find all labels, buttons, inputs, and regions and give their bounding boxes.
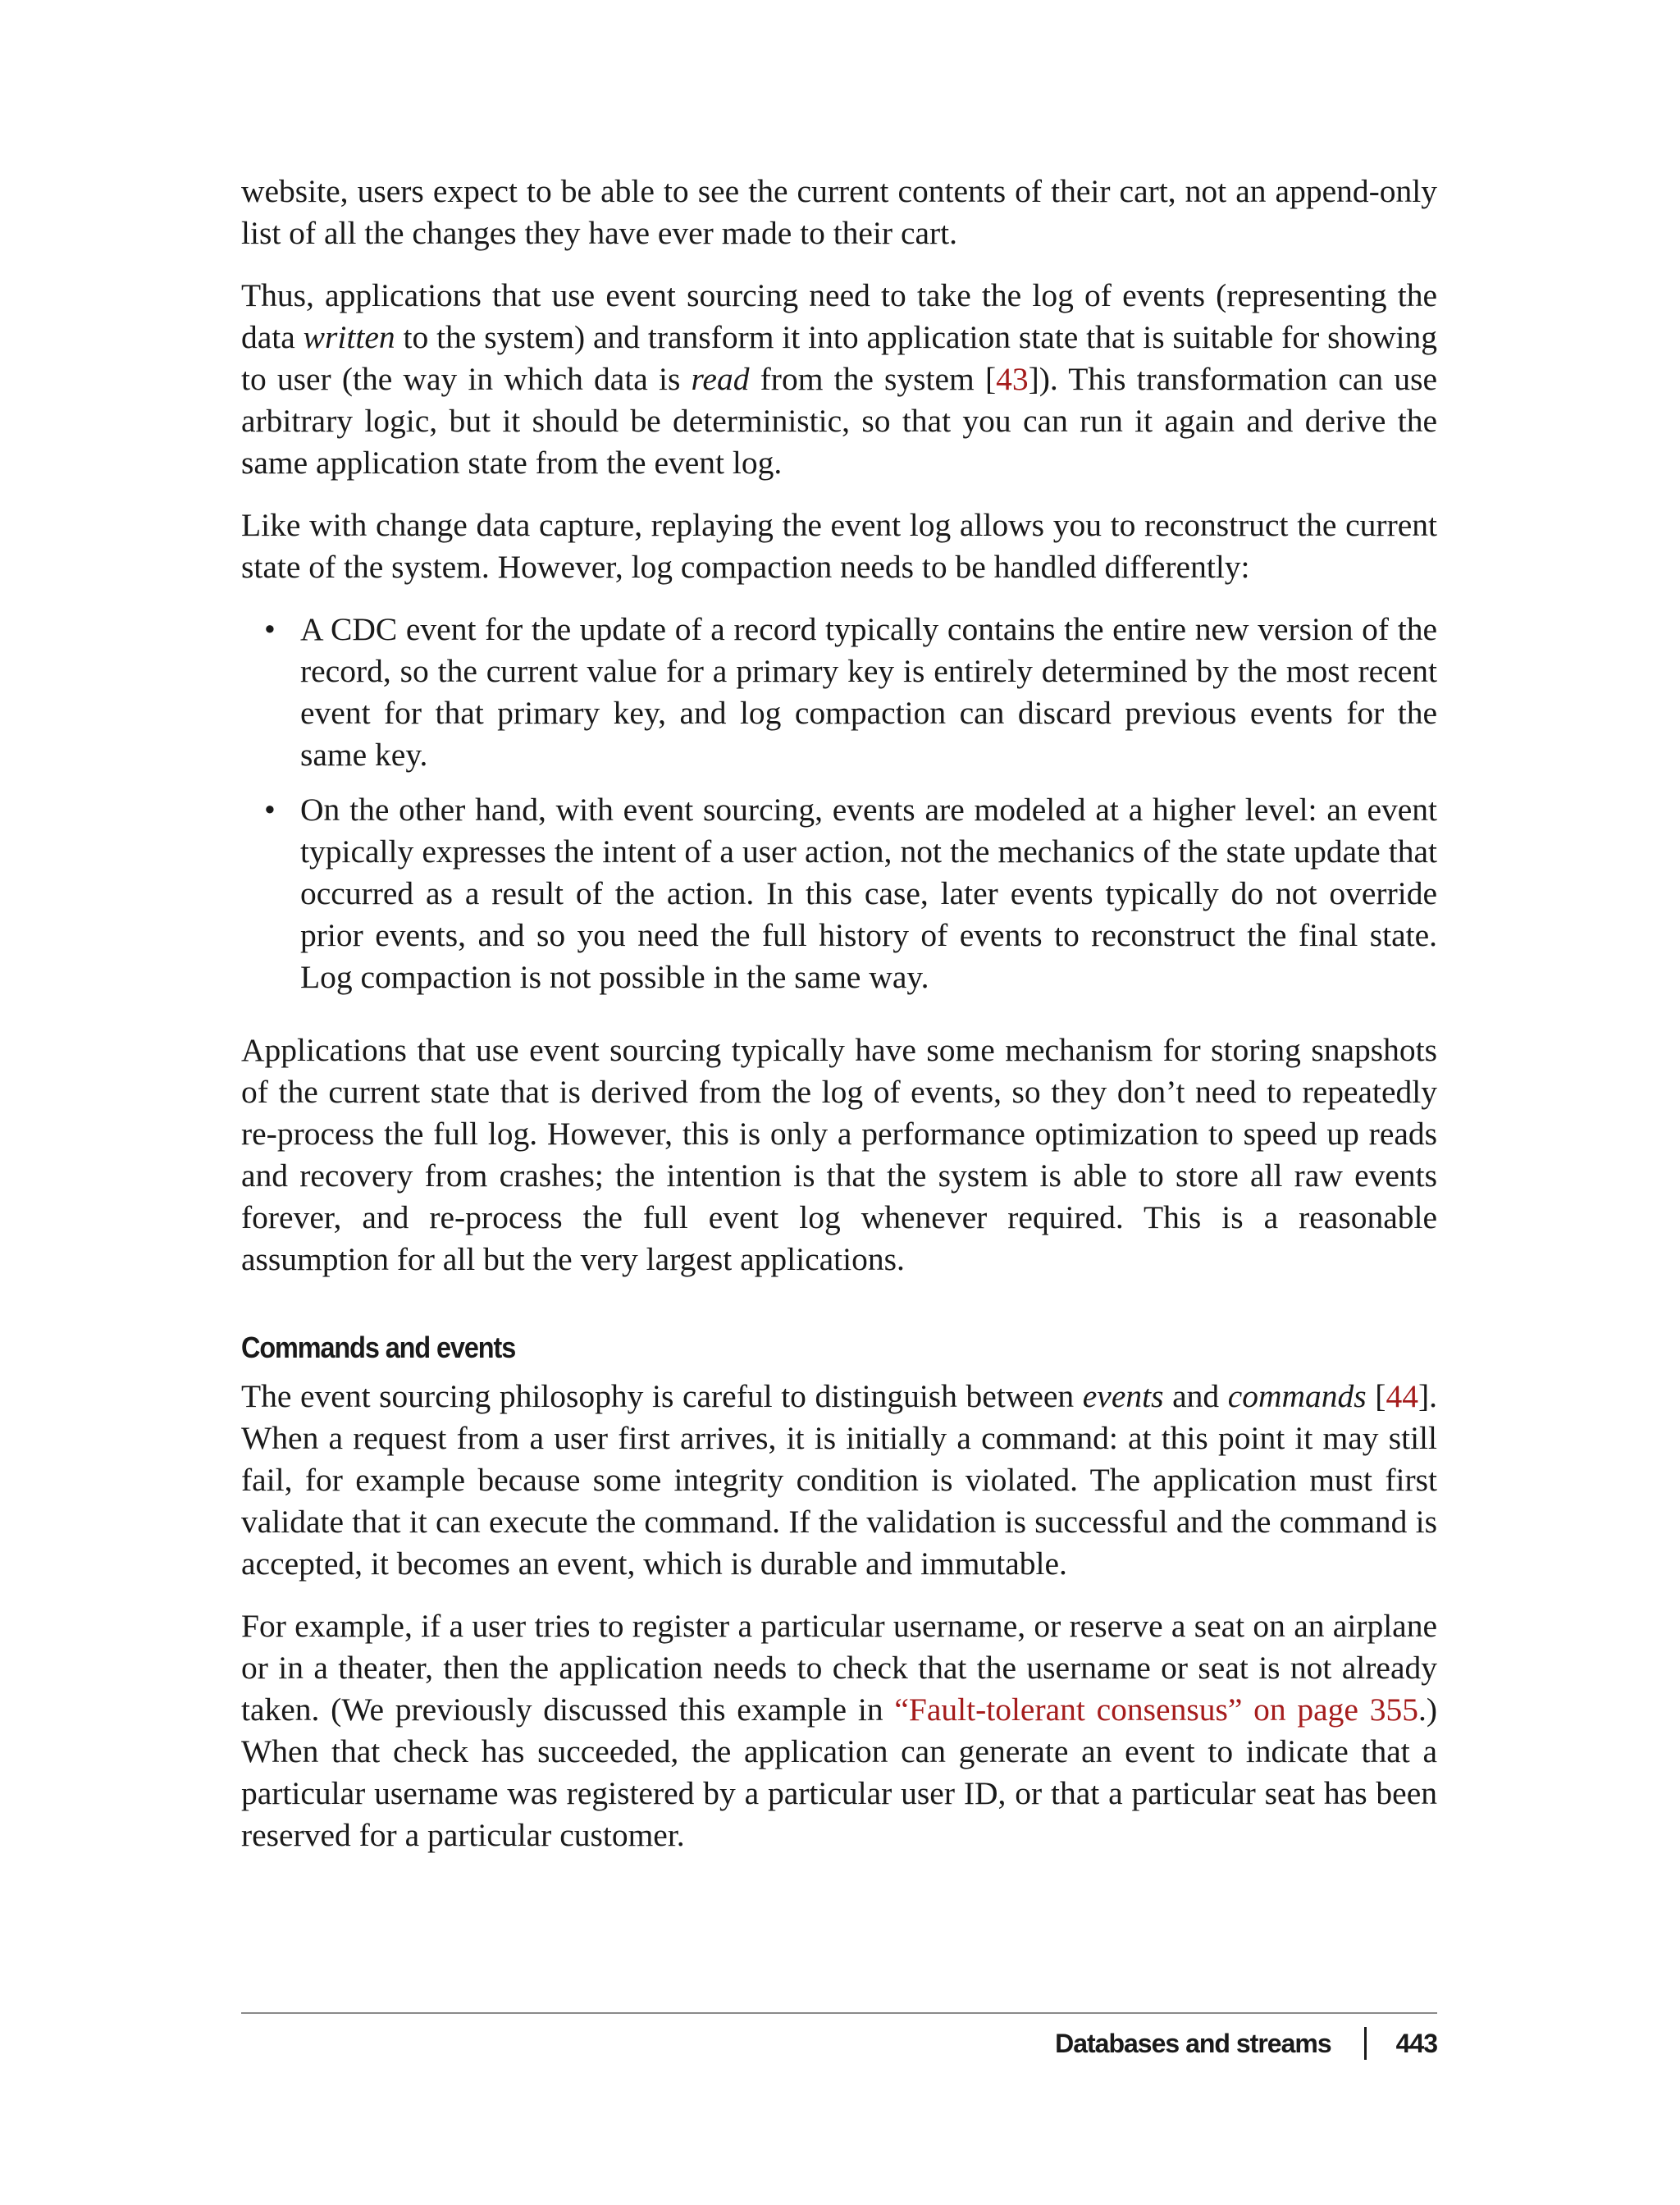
cross-reference-link[interactable]: “Fault-tolerant consensus” on page 355: [894, 1691, 1418, 1728]
paragraph-5-text-a: The event sourcing philosophy is careful to distinguish between: [241, 1378, 1083, 1414]
bullet-item-text: On the other hand, with event sourcing, events are modeled at a higher level: an event typically expresses the intent of a user action, not the mechanics of the state update that occurred as a result of the action. In this case, later events typically do not override prior events, and so you need the full history of events to reconstruct the final state. Log compaction is not possible in the same way.: [300, 792, 1437, 995]
paragraph-2-text-d: ]). This transformation can use arbitrary logic, but it should be deterministic, so that you can run it again and derive the same application state from the event log.: [241, 361, 1437, 481]
bullet-list: [241, 609, 1437, 998]
paragraph-6-text-b: .) When that check has succeeded, the application can generate an event to indicate that a particular username was registered by a particular user ID, or that a particular seat has been reserved for a particular customer.: [241, 1691, 1437, 1853]
paragraph-6: [241, 1605, 1437, 1856]
bullet-item-text: A CDC event for the update of a record typically contains the entire new version of the record, so the current value for a primary key is entirely determined by the most recent event for that primary key, and log compaction can discard previous events for the same key.: [300, 611, 1437, 773]
paragraph-4: Applications that use event sourcing typically have some mechanism for storing snapshots of the current state that is derived from the log of events, so they don’t need to repeatedly re-process the full log. However, this is only a performance optimization to speed up reads and recovery from crashes; the intention is that the system is able to store all raw events forever, and re-process the full event log whenever required. This is a reasonable assumption for all but the very largest applications.: [241, 1032, 1437, 1277]
paragraph-1: website, users expect to be able to see the current contents of their cart, not an append-only list of all the changes they have ever made to their cart.: [241, 173, 1437, 251]
reference-link-43[interactable]: 43: [996, 361, 1029, 397]
section-heading: Commands and events: [241, 1331, 516, 1364]
page-footer: [1055, 2023, 1437, 2064]
emphasis-read: read: [691, 361, 750, 397]
emphasis-commands: commands: [1227, 1378, 1367, 1414]
bullet-item-event-sourcing: [241, 789, 1437, 998]
emphasis-events: events: [1082, 1378, 1164, 1414]
emphasis-written: written: [303, 319, 395, 355]
paragraph-5: [241, 1376, 1437, 1585]
bullet-item-cdc: [241, 609, 1437, 776]
paragraph-3: Like with change data capture, replaying the event log allows you to reconstruct the current state of the system. However, log compaction needs to be handled differently:: [241, 507, 1437, 585]
bullet-icon: •: [264, 611, 276, 647]
page-body: [241, 171, 1437, 1877]
paragraph-2: [241, 275, 1437, 484]
footer-divider: [241, 2012, 1437, 2014]
paragraph-2-text-a: Thus, applications that use event sourcing need to take the log of events (representing the data: [241, 277, 1437, 355]
paragraph-5-text-b: and: [1163, 1378, 1228, 1414]
paragraph-5-text-c: [: [1366, 1378, 1386, 1414]
paragraph-2-text-c: from the system [: [749, 361, 997, 397]
reference-link-44[interactable]: 44: [1386, 1378, 1418, 1414]
footer-section-title: Databases and streams: [1055, 2028, 1331, 2058]
page-number: 443: [1395, 2028, 1437, 2058]
footer-separator: [1364, 2027, 1367, 2060]
paragraph-5-text-d: ]. When a request from a user first arrives, it is initially a command: at this point it may still fail, for example because some integrity condition is violated. The application must first validate that it can execute the command. If the validation is successful and the command is accepted, it becomes an event, which is durable and immutable.: [241, 1378, 1437, 1582]
bullet-icon: •: [264, 792, 276, 828]
paragraph-2-text-b: to the system) and transform it into application state that is suitable for showing to user (the way in which data is: [241, 319, 1437, 397]
paragraph-6-text-a: For example, if a user tries to register a particular username, or reserve a seat on an airplane or in a theater, then the application needs to check that the username or seat is not already taken. (We previously discussed this example in: [241, 1608, 1437, 1728]
